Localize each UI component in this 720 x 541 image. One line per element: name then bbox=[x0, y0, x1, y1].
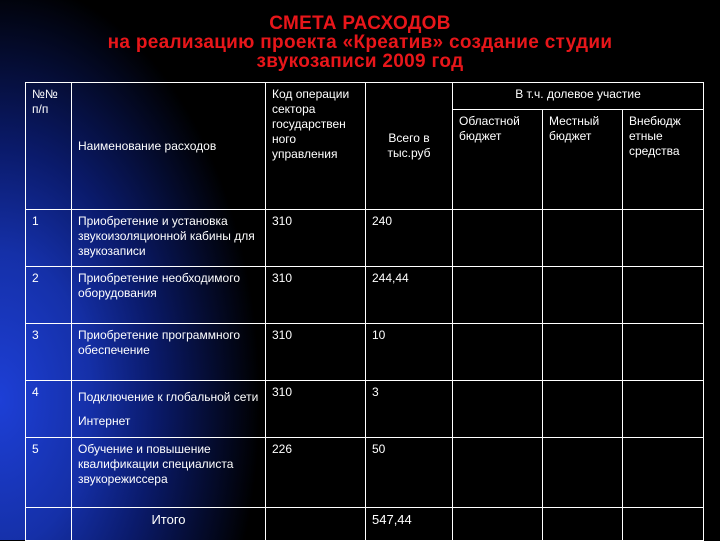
row-num: 4 bbox=[26, 381, 72, 438]
row-code: 310 bbox=[266, 267, 366, 324]
title-line-1: СМЕТА РАСХОДОВ bbox=[269, 13, 451, 34]
header-row-1 bbox=[26, 83, 704, 110]
row-num: 5 bbox=[26, 438, 72, 508]
total-offbudget-cell bbox=[623, 508, 704, 541]
table-row bbox=[26, 381, 704, 438]
row-offbudget bbox=[623, 381, 704, 438]
row-local bbox=[543, 267, 623, 324]
title-line-2: на реализацию проекта «Креатив» создание студии bbox=[107, 32, 613, 53]
title-line-3: звукозаписи 2009 год bbox=[256, 51, 464, 72]
row-num: 2 bbox=[26, 267, 72, 324]
row-total: 244,44 bbox=[366, 267, 453, 324]
header-share: В т.ч. долевое участие bbox=[453, 83, 704, 110]
row-regional bbox=[453, 210, 543, 267]
table-row bbox=[26, 324, 704, 381]
row-regional bbox=[453, 324, 543, 381]
row-regional bbox=[453, 267, 543, 324]
row-code: 226 bbox=[266, 438, 366, 508]
row-num: 1 bbox=[26, 210, 72, 267]
row-offbudget bbox=[623, 438, 704, 508]
row-name: Обучение и повышение квалификации специалиста звукорежиссера bbox=[72, 438, 266, 508]
row-name: Приобретение и установка звукоизоляционной кабины для звукозаписи bbox=[72, 210, 266, 267]
row-total: 50 bbox=[366, 438, 453, 508]
total-num-cell bbox=[26, 508, 72, 541]
row-local bbox=[543, 438, 623, 508]
total-row bbox=[26, 508, 704, 541]
table-row bbox=[26, 210, 704, 267]
total-code-cell bbox=[266, 508, 366, 541]
row-code: 310 bbox=[266, 210, 366, 267]
row-offbudget bbox=[623, 267, 704, 324]
header-local: Местный бюджет bbox=[543, 110, 623, 210]
row-name: Приобретение необходимого оборудования bbox=[72, 267, 266, 324]
total-value: 547,44 bbox=[366, 508, 453, 541]
row-local bbox=[543, 210, 623, 267]
row-regional bbox=[453, 381, 543, 438]
row-num: 3 bbox=[26, 324, 72, 381]
row-total: 3 bbox=[366, 381, 453, 438]
header-regional: Областной бюджет bbox=[453, 110, 543, 210]
header-code: Код операции сектора государствен ного управления bbox=[266, 83, 366, 210]
row-offbudget bbox=[623, 324, 704, 381]
row-regional bbox=[453, 438, 543, 508]
total-label: Итого bbox=[72, 508, 266, 541]
header-num: №№ п/п bbox=[26, 83, 72, 210]
row-local bbox=[543, 381, 623, 438]
row-name: Подключение к глобальной сети Интернет bbox=[72, 381, 266, 438]
total-regional-cell bbox=[453, 508, 543, 541]
row-code: 310 bbox=[266, 381, 366, 438]
row-local bbox=[543, 324, 623, 381]
table-row bbox=[26, 267, 704, 324]
row-total: 240 bbox=[366, 210, 453, 267]
table-row bbox=[26, 438, 704, 508]
row-code: 310 bbox=[266, 324, 366, 381]
total-local-cell bbox=[543, 508, 623, 541]
row-offbudget bbox=[623, 210, 704, 267]
slide-title bbox=[0, 14, 720, 71]
header-name: Наименование расходов bbox=[72, 83, 266, 210]
header-offbudget: Внебюдж етные средства bbox=[623, 110, 704, 210]
row-name: Приобретение программного обеспечение bbox=[72, 324, 266, 381]
budget-table bbox=[25, 82, 704, 541]
row-total: 10 bbox=[366, 324, 453, 381]
header-total: Всего в тыс.руб bbox=[366, 83, 453, 210]
